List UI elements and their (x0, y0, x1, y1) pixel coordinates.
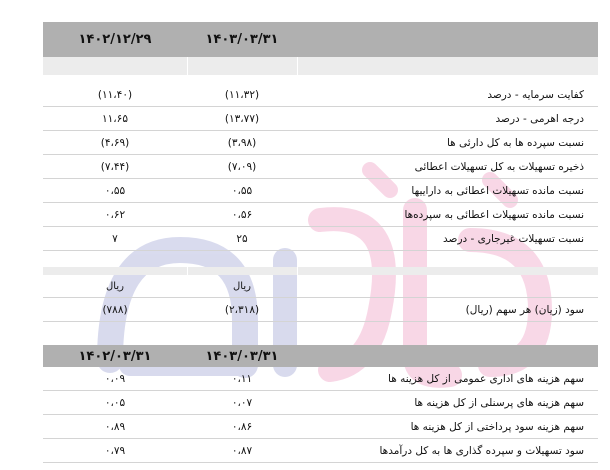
table2-header-col-b: ۱۴۰۲/۰۳/۳۱ (43, 345, 187, 367)
table2-row1-b: ۰،۰۵ (43, 391, 187, 415)
table1-row6-a: ۲۵ (187, 227, 297, 251)
table2-row2-b: ۰،۸۹ (43, 415, 187, 439)
table1-row2-label: نسبت سپرده ها به کل دارئی ها (297, 131, 598, 155)
table-row (43, 227, 598, 251)
table1-row6-label: نسبت تسهیلات غیرجاری - درصد (297, 227, 598, 251)
table2-row0-a: ۰،۱۱ (187, 367, 297, 391)
table1-eps-b: (۷۸۸) (43, 298, 187, 322)
table1-header-label (297, 22, 598, 57)
table2-row2-label: سهم هزینه سود پرداختی از کل هزینه ها (297, 415, 598, 439)
table2-row1-label: سهم هزینه های پرسنلی از کل هزینه ها (297, 391, 598, 415)
table1-row5-label: نسبت مانده تسهیلات اعطائی به سپرده‌ها (297, 203, 598, 227)
table1-row0-a: (۱۱،۳۲) (187, 83, 297, 107)
table2-row0-label: سهم هزینه های اداری عمومی از کل هزینه ها (297, 367, 598, 391)
table1-unit-a: ریال (187, 275, 297, 298)
table2-header-label (297, 345, 598, 367)
table2-row0-b: ۰،۰۹ (43, 367, 187, 391)
table1-row3-label: ذخیره تسهیلات به کل تسهیلات اعطائی (297, 155, 598, 179)
table1-eps-label: سود (زیان) هر سهم (ریال) (297, 298, 598, 322)
table1-eps-a: (۲،۳۱۸) (187, 298, 297, 322)
table1-unit-b: ریال (43, 275, 187, 298)
table-row (43, 439, 598, 463)
table1-row0-label: کفایت سرمایه - درصد (297, 83, 598, 107)
table1-spacer-band (43, 57, 598, 75)
table1-row1-b: ۱۱،۶۵ (43, 107, 187, 131)
table1-row4-label: نسبت مانده تسهیلات اعطائی به داراییها (297, 179, 598, 203)
table1-row1-a: (۱۳،۷۷) (187, 107, 297, 131)
table1-row5-b: ۰،۶۲ (43, 203, 187, 227)
table1-row0-b: (۱۱،۴۰) (43, 83, 187, 107)
table-row (43, 298, 598, 322)
table1-row2-b: (۴،۶۹) (43, 131, 187, 155)
table1-header-row (43, 22, 598, 57)
table2-header-row (43, 345, 598, 367)
table1-row3-b: (۷،۴۴) (43, 155, 187, 179)
table-row (43, 367, 598, 391)
table2-row2-a: ۰،۸۶ (187, 415, 297, 439)
table-row (43, 391, 598, 415)
table1-row4-a: ۰،۵۵ (187, 179, 297, 203)
table1-header-col-a: ۱۴۰۳/۰۳/۳۱ (187, 22, 297, 57)
table2-header-col-a: ۱۴۰۳/۰۳/۳۱ (187, 345, 297, 367)
table2-row3-b: ۰،۷۹ (43, 439, 187, 463)
table1-header-col-b: ۱۴۰۲/۱۲/۲۹ (43, 22, 187, 57)
table2-row3-label: سود تسهیلات و سپرده گذاری ها به کل درآمدها (297, 439, 598, 463)
table1-row3-a: (۷،۰۹) (187, 155, 297, 179)
table1-row5-a: ۰،۵۶ (187, 203, 297, 227)
table1-eps-band (43, 267, 598, 275)
table-row (43, 83, 598, 107)
table-row (43, 107, 598, 131)
table1-unit-row (43, 275, 598, 298)
table2-row1-a: ۰،۰۷ (187, 391, 297, 415)
table-row (43, 415, 598, 439)
financial-ratios-table (43, 22, 598, 322)
table1-row6-b: ۷ (43, 227, 187, 251)
table-row (43, 131, 598, 155)
table-row (43, 155, 598, 179)
table1-row2-a: (۳،۹۸) (187, 131, 297, 155)
table1-row4-b: ۰،۵۵ (43, 179, 187, 203)
table2-row3-a: ۰،۸۷ (187, 439, 297, 463)
table-row (43, 203, 598, 227)
expense-ratios-table (43, 345, 598, 463)
table1-row1-label: درجه اهرمی - درصد (297, 107, 598, 131)
table-row (43, 179, 598, 203)
